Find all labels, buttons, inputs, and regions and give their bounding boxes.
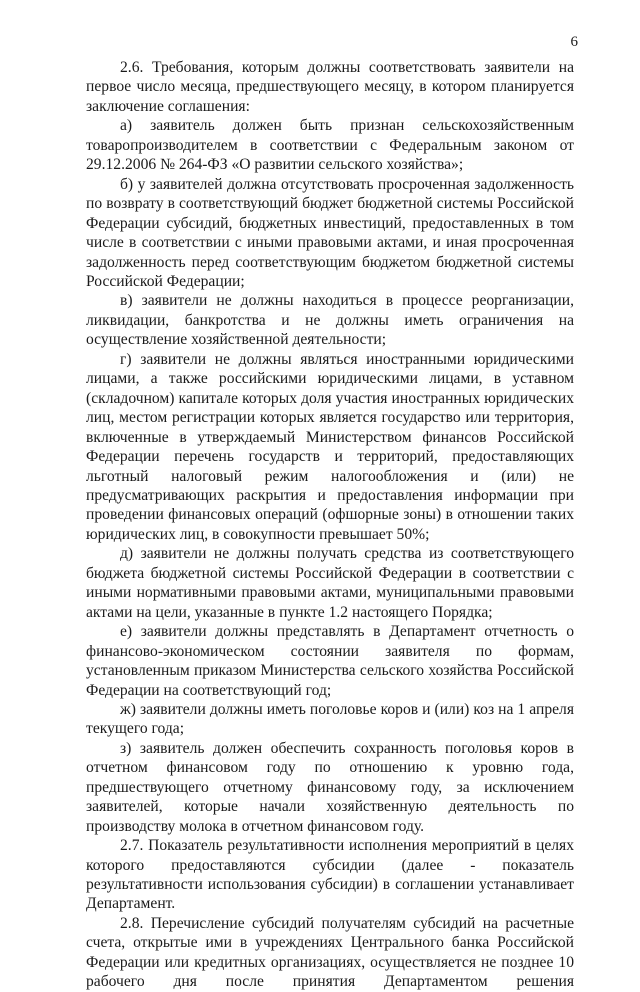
- document-body: [86, 58, 574, 992]
- section-2-7: 2.7. Показатель результативности исполнения мероприятий в целях которого предоставляются субсидии (далее - показатель результативности использования субсидии) в соглашении устанавливает Департамент.: [86, 837, 574, 913]
- requirement-item-zh: ж) заявители должны иметь поголовье коров и (или) коз на 1 апреля текущего года;: [86, 700, 574, 738]
- requirement-item-v: в) заявители не должны находиться в процессе реорганизации, ликвидации, банкротства и не должны иметь ограничения на осуществление хозяйственной деятельности;: [86, 292, 574, 349]
- requirement-item-g: г) заявители не должны являться иностранными юридическими лицами, а также российскими юридическими лицами, в уставном (складочном) капитале которых доля участия иностранных юридических лиц, местом регистрации которых является государство или территория, включенные в утверждаемый Министерством финансов Российской Федерации перечень государств и территорий, предоставляющих льготный налоговый режим налогообложения и (или) не предусматривающих раскрытия и предоставления информации при проведении финансовых операций (офшорные зоны) в отношении таких юридических лиц, в совокупности превышает 50%;: [86, 350, 574, 543]
- requirement-item-a: а) заявитель должен быть признан сельскохозяйственным товаропроизводителем в соответствии с Федеральным законом от 29.12.2006 № 264-ФЗ «О развитии сельского хозяйства»;: [86, 117, 574, 174]
- requirement-item-e: е) заявители должны представлять в Департамент отчетность о финансово-экономическом состоянии заявителя по формам, установленным приказом Министерства сельского хозяйства Российской Федерации на соответствующий год;: [86, 623, 574, 699]
- requirement-item-b: б) у заявителей должна отсутствовать просроченная задолженность по возврату в соответствующий бюджет бюджетной системы Российской Федерации субсидий, бюджетных инвестиций, предоставленных в том числе в соответствии с иными правовыми актами, и иная просроченная задолженность перед соответствующим бюджетом бюджетной системы Российской Федерации;: [86, 175, 574, 290]
- section-2-8: 2.8. Перечисление субсидий получателям субсидий на расчетные счета, открытые ими в учреждениях Центрального банка Российской Федерации или кредитных организациях, осуществляется не позднее 10 рабочего дня после принятия Департаментом решения: [86, 914, 574, 991]
- requirement-item-z: з) заявитель должен обеспечить сохранность поголовья коров в отчетном финансовом году по отношению к уровню года, предшествующего отчетному финансовому году, за исключением заявителей, которые начали хозяйственную деятельность по производству молока в отчетном финансовом году.: [86, 739, 574, 835]
- page-number: 6: [570, 34, 578, 50]
- section-2-6-intro: 2.6. Требования, которым должны соответствовать заявители на первое число месяца, предшествующего месяцу, в котором планируется заключение соглашения:: [86, 59, 574, 115]
- requirement-item-d: д) заявители не должны получать средства из соответствующего бюджета бюджетной системы Российской Федерации в соответствии с иными нормативными правовыми актами, муниципальными правовыми актами на цели, указанные в пункте 1.2 настоящего Порядка;: [86, 545, 574, 621]
